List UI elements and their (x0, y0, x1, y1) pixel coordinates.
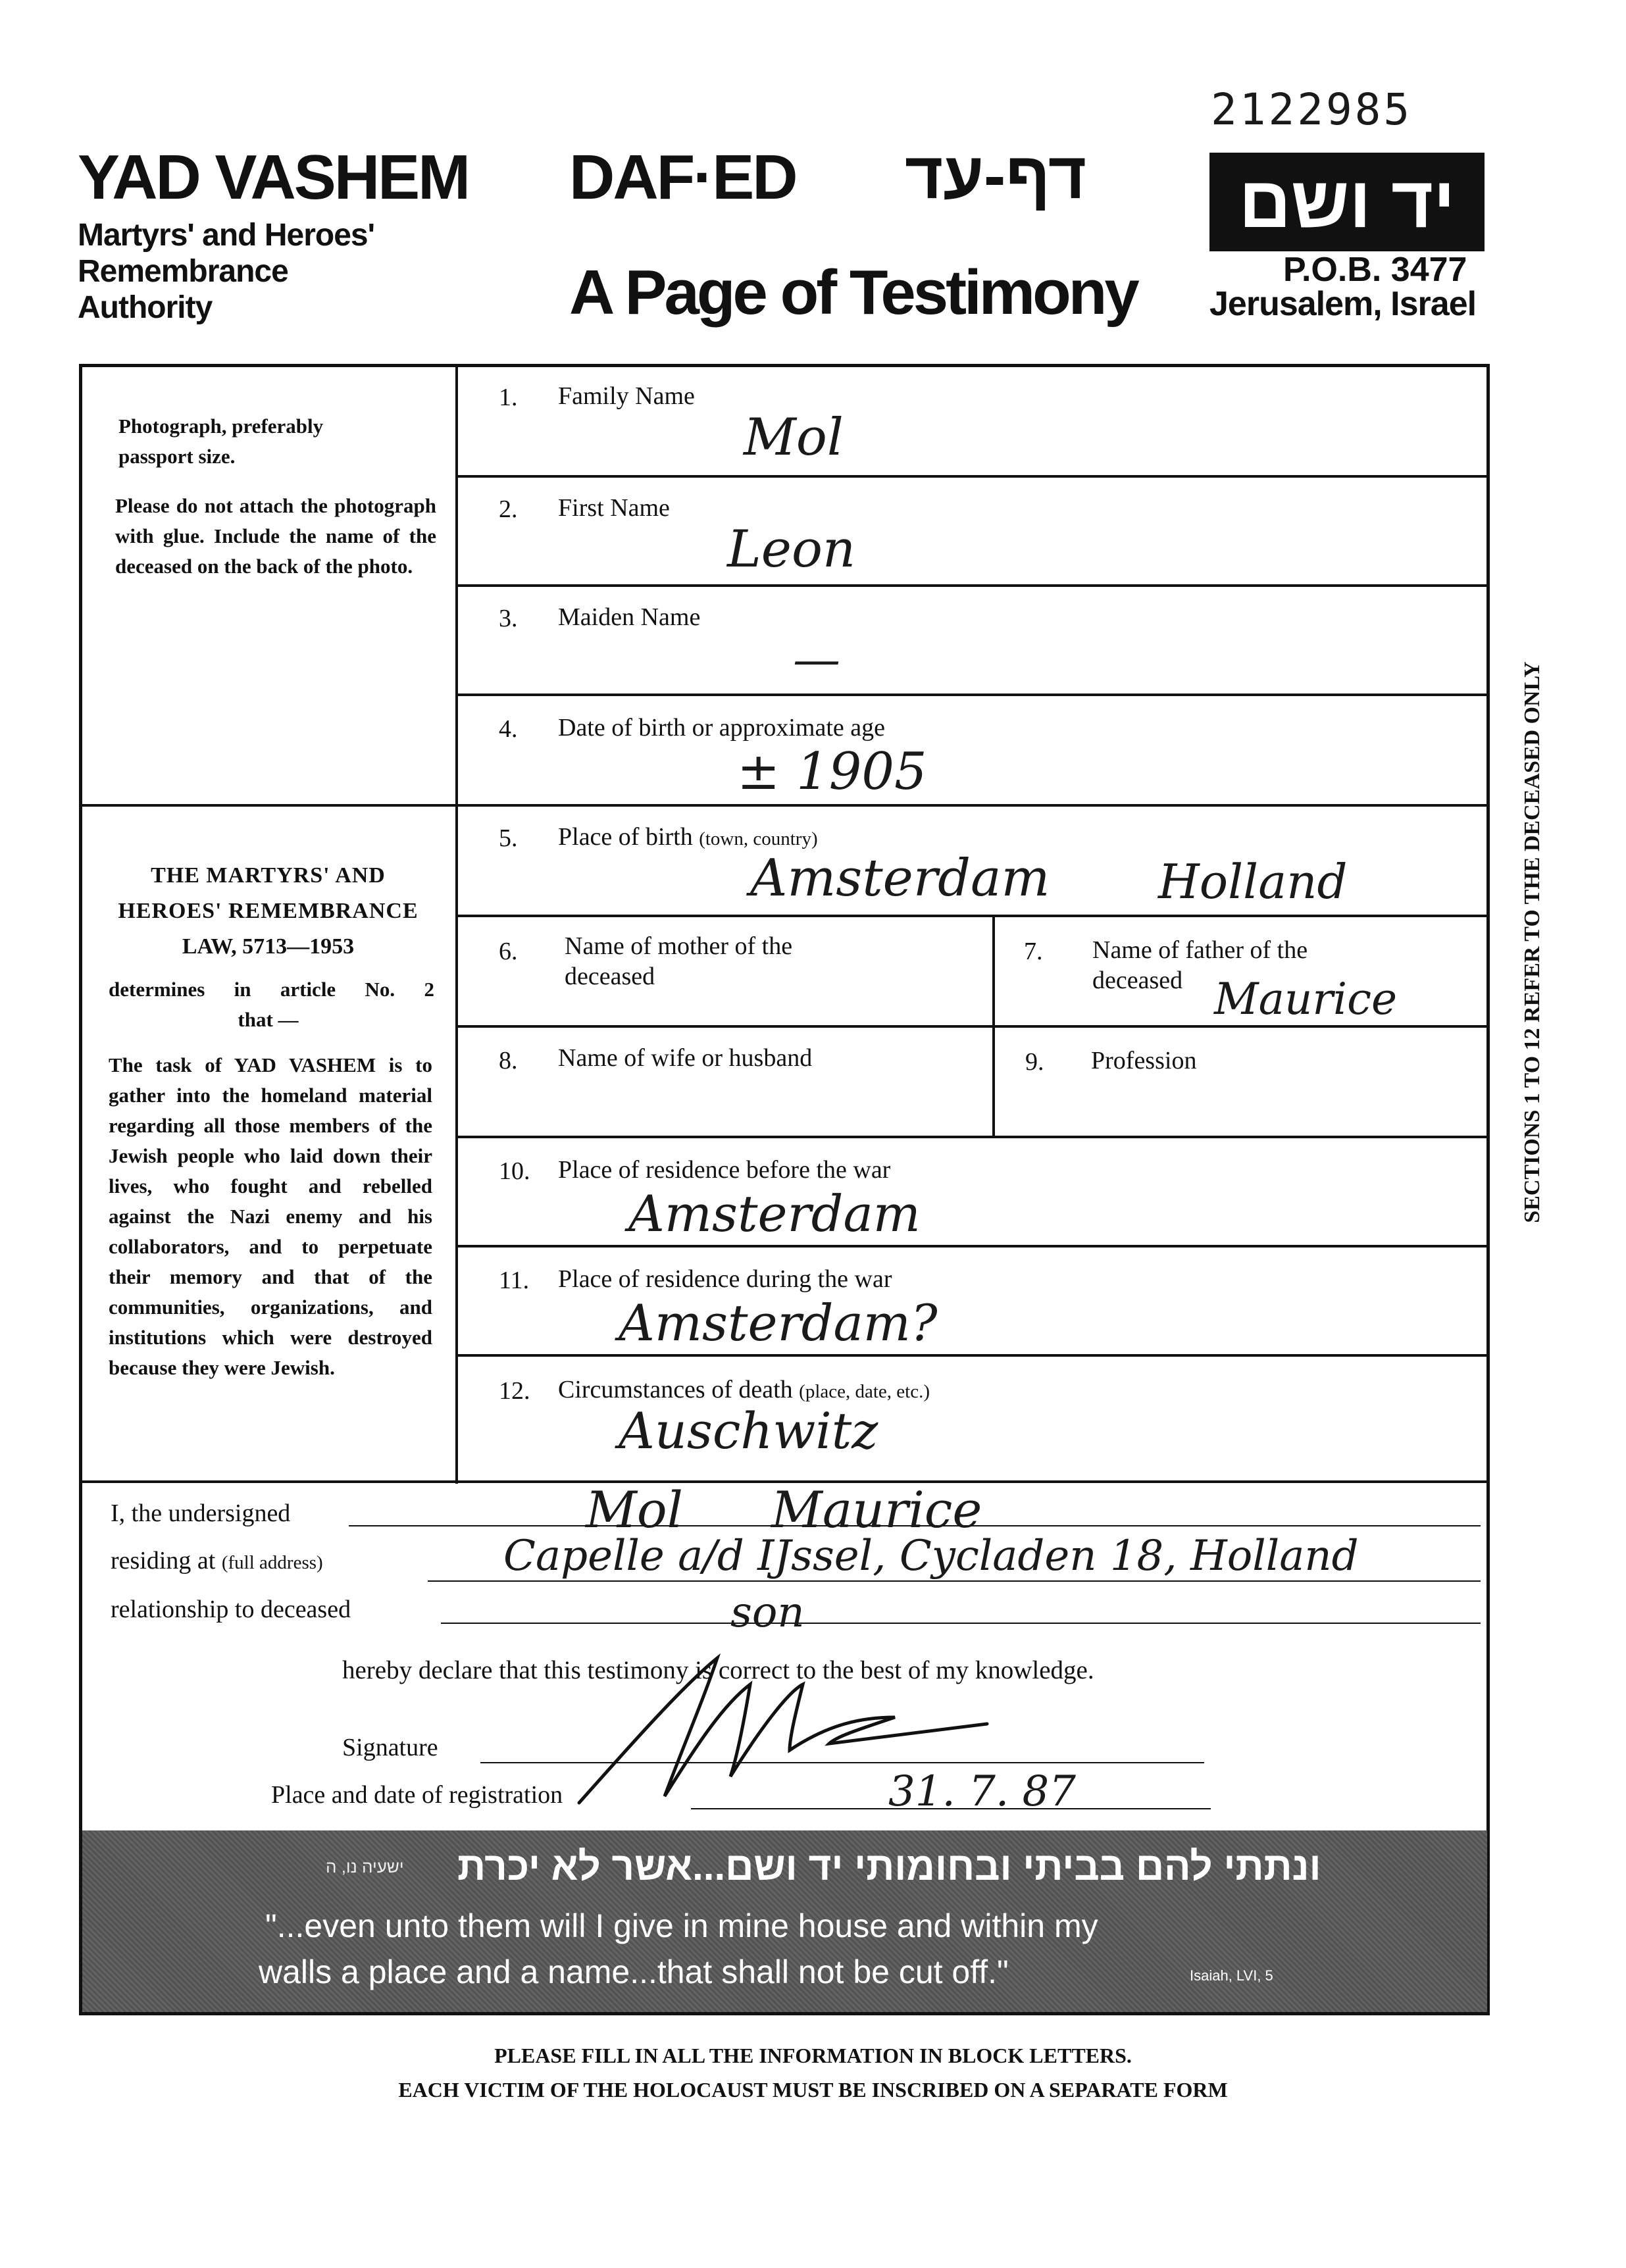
field-6-label: Name of mother of the (565, 932, 793, 960)
page-title: A Page of Testimony (569, 257, 1137, 328)
declaration-statement: hereby declare that this testimony is correct to the best of my knowledge. (342, 1656, 1094, 1684)
banner-quote-line-1: "...even unto them will I give in mine house and within my (265, 1907, 1098, 1944)
law-title-3: LAW, 5713—1953 (182, 934, 355, 959)
field-2-label: First Name (558, 494, 670, 522)
row-divider (457, 1025, 1490, 1028)
law-article: determines in article No. 2 (109, 978, 434, 1001)
field-11-label: Place of residence during the war (558, 1265, 892, 1293)
banner-hebrew-quote: ונתתי להם בביתי ובחומותי יד ושם...אשר לא יכרת (457, 1844, 1321, 1888)
photo-instruction-1: Photograph, preferably (118, 415, 324, 438)
field-8-number: 8. (499, 1047, 518, 1074)
undersigned-value[interactable]: Mol Maurice (586, 1480, 982, 1539)
residing-value[interactable]: Capelle a/d IJssel, Cycladen 18, Holland (503, 1532, 1359, 1580)
place-date-label: Place and date of registration (271, 1781, 563, 1809)
org-subtitle-1: Martyrs' and Heroes' (78, 218, 374, 253)
pob-address: P.O.B. 3477 (1283, 251, 1467, 289)
banner-quote-ref: Isaiah, LVI, 5 (1190, 1967, 1273, 1984)
banner-quote-line-2: walls a place and a name...that shall not be cut off." (259, 1953, 1009, 1990)
law-title-2: HEROES' REMEMBRANCE (118, 899, 419, 923)
birth-place-value[interactable]: Amsterdam (750, 849, 1050, 908)
quote-banner (82, 1830, 1487, 2012)
undersigned-label: I, the undersigned (111, 1499, 291, 1527)
relationship-label: relationship to deceased (111, 1596, 351, 1623)
field-3-label: Maiden Name (558, 603, 701, 631)
field-1-label: Family Name (558, 382, 695, 410)
field-10-number: 10. (499, 1157, 530, 1185)
law-body: The task of YAD VASHEM is to gather into the homeland material regarding all those members of the Jewish people who laid down their lives, who fought and rebelled against the Nazi enemy and his collaborators, and to perpetuate their memory and that of the communities, organizations, and institutions which were destroyed because they were Jewish. (109, 1053, 432, 1379)
row-divider (457, 475, 1490, 478)
row-divider (457, 693, 1490, 696)
banner-hebrew-ref: ישעיה נו, ה (326, 1857, 404, 1877)
row-divider (457, 915, 1490, 917)
field-5-number: 5. (499, 824, 518, 852)
side-note: SECTIONS 1 TO 12 REFER TO THE DECEASED ONLY (1520, 661, 1544, 1223)
city-address: Jerusalem, Israel (1209, 285, 1477, 323)
residing-line (428, 1580, 1481, 1582)
death-circumstances-value[interactable]: Auschwitz (619, 1401, 878, 1460)
birth-date-value[interactable]: ± 1905 (737, 742, 927, 801)
field-12-label-hint: (place, date, etc.) (799, 1381, 930, 1402)
field-12-label-text: Circumstances of death (558, 1376, 793, 1403)
field-2-number: 2. (499, 495, 518, 523)
field-4-label: Date of birth or approximate age (558, 714, 885, 742)
residence-before-war-value[interactable]: Amsterdam (628, 1184, 921, 1243)
field-8-label: Name of wife or husband (558, 1044, 813, 1072)
row-divider (457, 1354, 1490, 1357)
first-name-value[interactable]: Leon (727, 520, 856, 579)
field-9-label: Profession (1091, 1047, 1197, 1074)
org-name: YAD VASHEM (78, 142, 469, 213)
left-column-divider (455, 364, 458, 1484)
field-5-label-text: Place of birth (558, 823, 693, 851)
residence-during-war-value[interactable]: Amsterdam? (619, 1294, 938, 1352)
birth-country-value[interactable]: Holland (1158, 854, 1348, 909)
field-5-label-hint: (town, country) (699, 828, 818, 849)
residing-label (111, 1546, 323, 1575)
serial-number: 2122985 (1211, 84, 1413, 135)
field-6-label-2: deceased (565, 963, 655, 990)
field-10-label: Place of residence before the war (558, 1156, 891, 1184)
law-title-1: THE MARTYRS' AND (151, 863, 386, 888)
footer-line-2: EACH VICTIM OF THE HOLOCAUST MUST BE INSCRIBED ON A SEPARATE FORM (398, 2078, 1228, 2102)
row-divider (457, 804, 1490, 807)
field-12-label (558, 1375, 930, 1404)
field-5-label (558, 822, 818, 851)
logo-hebrew-text: יד ושם (1238, 161, 1456, 243)
maiden-name-value[interactable]: — (793, 632, 840, 687)
field-4-number: 4. (499, 715, 518, 743)
field-6-number: 6. (499, 938, 518, 965)
photo-note: Please do not attach the photograph with glue. Include the name of the deceased on the back of the photo. (115, 494, 436, 578)
relationship-line (441, 1623, 1481, 1624)
photo-instruction-2: passport size. (118, 445, 236, 468)
field-7-label: Name of father of the (1092, 936, 1308, 964)
daf-ed-title: DAF·ED (569, 142, 796, 213)
father-name-value[interactable]: Maurice (1214, 974, 1398, 1024)
place-date-value[interactable]: 31. 7. 87 (888, 1767, 1076, 1816)
field-12-number: 12. (499, 1377, 530, 1405)
org-subtitle-2: Remembrance (78, 254, 288, 289)
photo-law-divider (79, 804, 457, 807)
relationship-value[interactable]: son (730, 1588, 805, 1637)
split-divider (992, 915, 995, 1136)
row-divider (457, 1245, 1490, 1247)
row-divider (457, 1136, 1490, 1138)
residing-label-text: residing at (111, 1547, 216, 1575)
footer-line-1: PLEASE FILL IN ALL THE INFORMATION IN BLOCK LETTERS. (494, 2044, 1132, 2067)
org-subtitle-3: Authority (78, 290, 213, 325)
law-that: that — (238, 1008, 299, 1031)
yad-vashem-logo (1209, 153, 1485, 251)
field-3-number: 3. (499, 605, 518, 632)
residing-label-hint: (full address) (221, 1552, 323, 1573)
hebrew-daf-ed: דף-עד (905, 139, 1087, 213)
family-name-value[interactable]: Mol (744, 408, 844, 467)
signature-label: Signature (342, 1734, 438, 1761)
field-7-label-2: deceased (1092, 967, 1183, 994)
row-divider (457, 584, 1490, 587)
field-1-number: 1. (499, 384, 518, 411)
field-7-number: 7. (1024, 938, 1043, 965)
field-11-number: 11. (499, 1267, 530, 1294)
field-9-number: 9. (1025, 1048, 1044, 1076)
